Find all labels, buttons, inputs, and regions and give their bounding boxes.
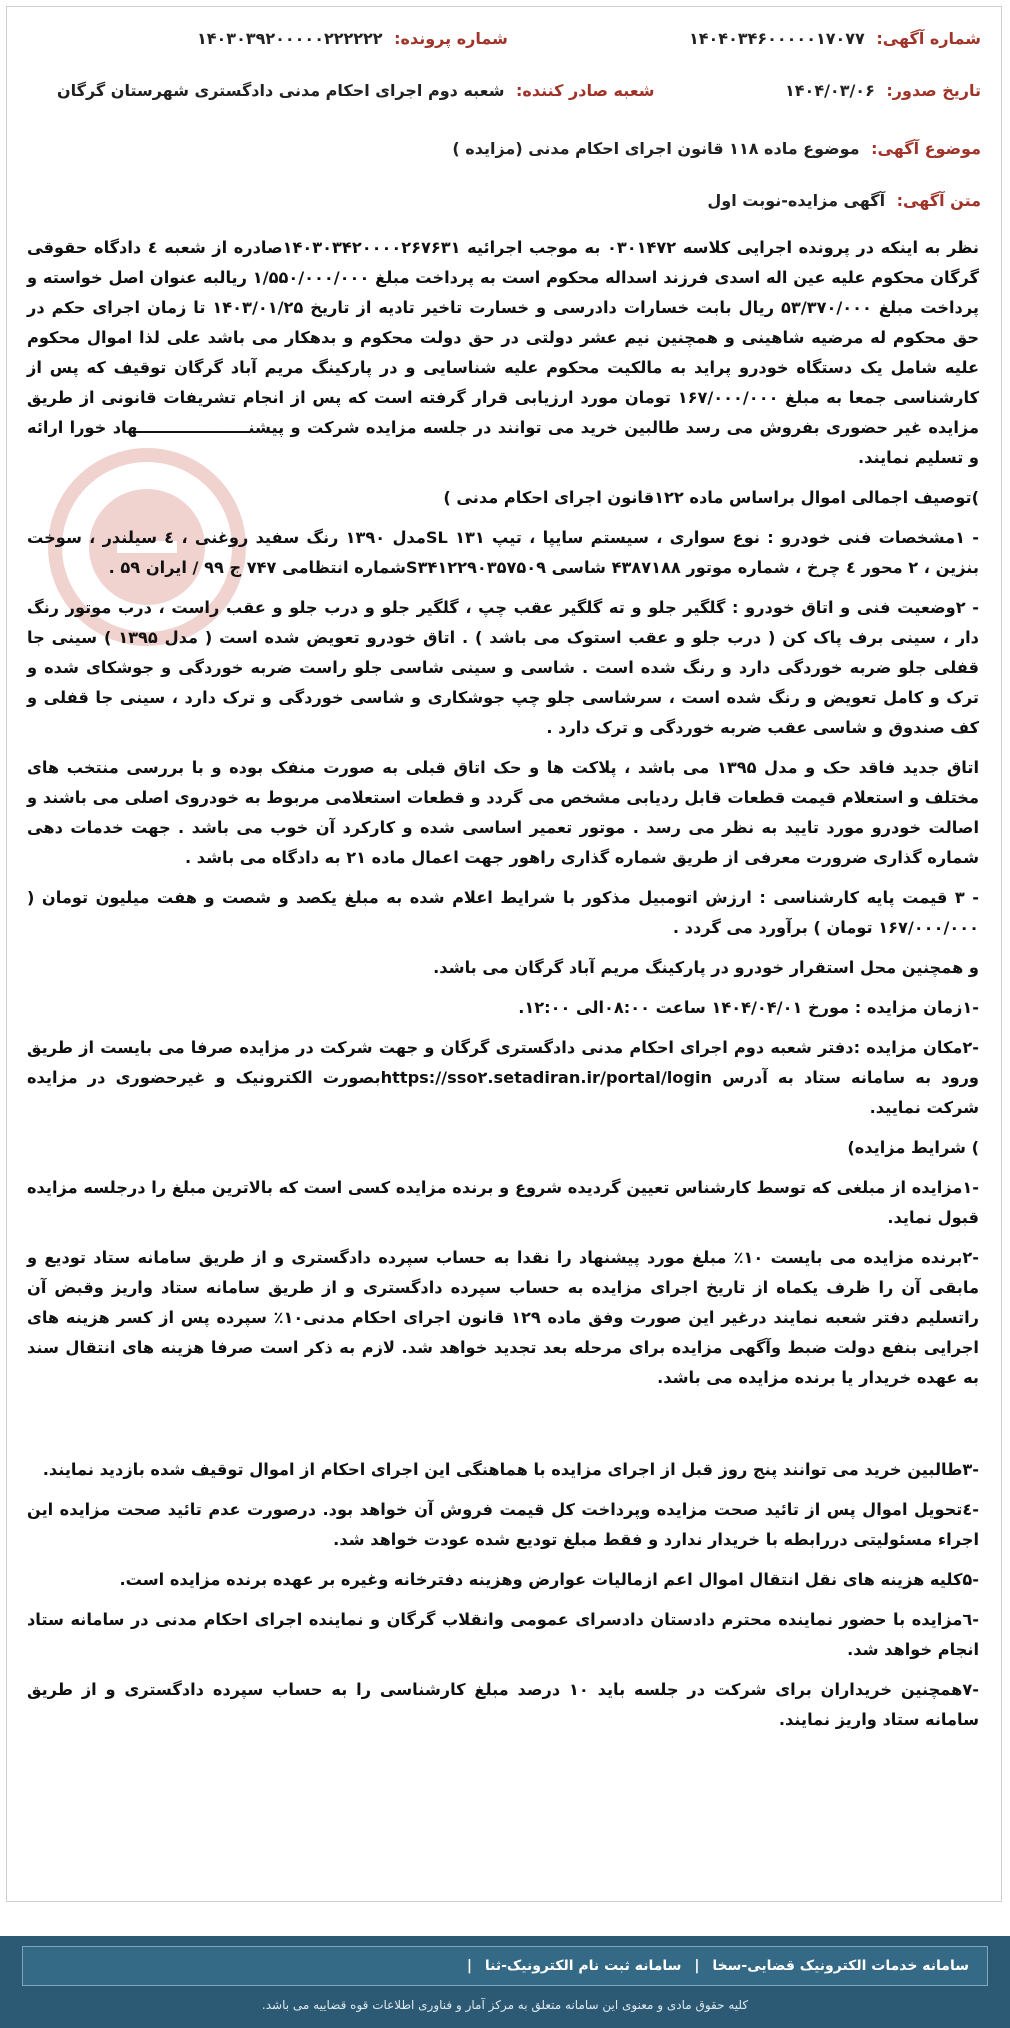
condition-3: -۳طالبین خرید می توانند پنج روز قبل از اجرای مزایده با هماهنگی این اجرای احکام از اموال توقیف شده بازدید نمایند. [42, 1460, 979, 1479]
issue-date-label: تاریخ صدور: [886, 81, 981, 100]
condition-7: -۷همچنین خریداران برای شرکت در جلسه باید ۱۰ درصد مبلغ کارشناسی را به حساب سپرده دادگستری و از طریق سامانه ستاد واریز نمایند. [27, 1680, 979, 1729]
condition-2: -۲برنده مزایده می بایست ۱۰٪ مبلغ مورد پیشنهاد را نقدا به حساب سپرده دادگستری و از طریق سامانه ستاد تودیع و مابقی آن را ظرف یکماه از تاریخ اجرای مزایده به حساب سپرده دادگستری و از طریق سامانه ستاد واریز وقبض آن راتسلیم دفتر شعبه نمایند درغیر این صورت وفق ماده ۱۲۹ قانون اجرای احکام مدنی۱۰٪ سپرده پس از کسر هزینه های اجرایی بنفع دولت ضبط وآگهی مزایده برای مرحله بعد تجدید خواهد شد. لازم به ذکر است صرفا هزینه های انتقال سند به عهده خریدار یا برنده مزایده می باشد. [27, 1248, 980, 1387]
notice-subject-label: موضوع آگهی: [871, 139, 981, 158]
footer-link-sana[interactable]: سامانه ثبت نام الکترونیک-ثنا [484, 1958, 682, 1974]
notice-body [27, 233, 979, 1745]
notice-number-label: شماره آگهی: [876, 29, 981, 48]
case-number-value: ۱۴۰۳۰۳۹۲۰۰۰۰۰۲۲۲۲۲۲ [197, 29, 383, 48]
issuing-branch-value: شعبه دوم اجرای احکام مدنی دادگستری شهرستان گرگان [57, 81, 505, 100]
footer-separator-end: | [466, 1958, 472, 1974]
notice-number [689, 29, 981, 48]
paragraph-location: و همچنین محل استقرار خودرو در پارکینگ مریم آباد گرگان می باشد. [433, 958, 979, 977]
spacer [27, 1403, 979, 1455]
notice-text-title: آگهی مزایده-نوبت اول [707, 191, 886, 210]
footer-link-sakha[interactable]: سامانه خدمات الکترونیک قضایی-سخا [712, 1958, 969, 1974]
case-number [197, 29, 508, 48]
issuing-branch-label: شعبه صادر کننده: [516, 81, 655, 100]
header-row-issue [27, 81, 981, 111]
issue-date-value: ۱۴۰۴/۰۳/۰۶ [785, 81, 875, 100]
paragraph-base-price: - ۳ قیمت پایه کارشناسی : ارزش اتومبیل مذکور با شرایط اعلام شده به مبلغ یکصد و شصت و هفت میلیون تومان ( ۱۶۷/۰۰۰/۰۰۰ تومان ) برآورد می گردد . [27, 888, 980, 937]
footer-links-bar [22, 1946, 988, 1986]
site-footer [0, 1936, 1010, 2028]
paragraph-new-body: اتاق جدید فاقد حک و مدل ۱۳۹۵ می باشد ، پلاکت ها و حک اتاق قبلی به صورت منفک بوده و با بررسی منتخب های مختلف و استعلام قیمت قطعات قابل ردیابی مشخص می گردد و قطعات استعلامی مربوط به خودروی اصلی می باشند و اصالت خودرو مورد تایید به نظر می رسد . موتور تعمیر اساسی شده و کارکرد آن خوب می باشد . جهت خدمات دهی شماره گذاری ضرورت معرفی از طریق شماره گذاری راهور جهت اعمال ماده ۲۱ به دادگاه می باشد . [27, 758, 980, 867]
paragraph-description-heading: )توصیف اجمالی اموال براساس ماده ۱۲۲قانون اجرای احکام مدنی ) [443, 488, 979, 507]
notice-subject [27, 139, 981, 158]
notice-subject-value: موضوع ماده ۱۱۸ قانون اجرای احکام مدنی (مزایده ) [452, 139, 860, 158]
paragraph-intro: نظر به اینکه در پرونده اجرایی کلاسه ۰۳۰۱۴۷۲ به موجب اجرائیه ۱۴۰۳۰۳۴۲۰۰۰۰۲۶۷۶۳۱صادره از شعبه ٤ دادگاه حقوقی گرگان محکوم علیه عین اله اسدی فرزند اسداله محکوم است به پرداخت مبلغ ۱/۵۵۰/۰۰۰/۰۰۰ ریالبه عنوان اصل خواسته و پرداخت مبلغ ۵۳/۳۷۰/۰۰۰ ریال بابت خسارات دادرسی و خسارت تاخیر تادیه از تاریخ ۱۴۰۳/۰۱/۲۵ تا زمان اجرای حکم در حق محکوم له مرضیه شاهینی و همچنین نیم عشر دولتی در حق دولت محکوم و بدهکار می باشد علی لذا اموال محکوم علیه شامل یک دستگاه خودرو پراید به مالکیت محکوم علیه شناسایی و در پارکینگ مریم آباد گرگان توقیف که پس از کارشناسی جمعا به مبلغ ۱۶۷/۰۰۰/۰۰۰ تومان مورد ارزیابی قرار گرفته است که پس از انجام تشریفات قانونی از طریق مزایده غیر حضوری بفروش می رسد طالبین خرید می توانند در جلسه مزایده شرکت و پیشنــــــــــــــــــــهاد خورا ارائه و تسلیم نمایند. [27, 238, 980, 467]
condition-1: -۱مزایده از مبلغی که توسط کارشناس تعیین گردیده شروع و برنده مزایده کسی است که بالاترین مبلغ را درجلسه مزایده قبول نماید. [27, 1178, 979, 1227]
condition-5: -۵کلیه هزینه های نقل انتقال اموال اعم ازمالیات عوارض وهزینه دفترخانه وغیره بر عهده برنده مزایده است. [119, 1570, 979, 1589]
notice-number-value: ۱۴۰۴۰۳۴۶۰۰۰۰۰۱۷۰۷۷ [689, 29, 865, 48]
issue-date [785, 81, 981, 100]
notice-text-label: متن آگهی: [896, 191, 981, 210]
notice-text-heading [27, 191, 981, 210]
condition-4: -٤تحویل اموال پس از تائید صحت مزایده وپرداخت کل قیمت فروش آن خواهد بود. درصورت عدم تائید صحت مزایده این اجراء مسئولیتی دررابطه با خریدار ندارد و فقط مبلغ تودیع شده عودت خواهد شد. [27, 1500, 979, 1549]
notice-page [6, 6, 1002, 1902]
paragraph-auction-place: -۲مکان مزایده :دفتر شعبه دوم اجرای احکام مدنی دادگستری گرگان و جهت شرکت در مزایده صرفا می بایست از طریق ورود به سامانه ستاد به آدرس https://sso۲.setadiran.ir/portal/loginبصورت الکترونیک و غیرحضوری در مزایده شرکت نمایید. [27, 1038, 979, 1117]
footer-separator: | [694, 1958, 700, 1974]
paragraph-tech-specs: - ۱مشخصات فنی خودرو : نوع سواری ، سیستم سایپا ، تیپ ۱۳۱ SLمدل ۱۳۹۰ رنگ سفید روغنی ، ٤ سیلندر ، سوخت بنزین ، ۲ محور ٤ چرخ ، شماره موتور ۴۳۸۷۱۸۸ شاسی S۳۴۱۲۲۹۰۳۵۷۵۰۹شماره انتظامی ۷۴۷ ج ۹۹ / ایران ۵۹ . [27, 528, 979, 577]
paragraph-auction-time: -۱زمان مزایده : مورخ ۱۴۰۴/۰۴/۰۱ ساعت ۰۸:۰۰الی ۱۲:۰۰. [518, 998, 979, 1017]
header-row-numbers [27, 29, 981, 59]
issuing-branch [57, 81, 655, 100]
footer-copyright: کلیه حقوق مادی و معنوی این سامانه متعلق به مرکز آمار و فناوری اطلاعات قوه قضاییه می باشد. [261, 1998, 749, 2012]
condition-6: -٦مزایده با حضور نماینده محترم دادستان دادسرای عمومی وانقلاب گرگان و نماینده اجرای احکام مدنی در سامانه ستاد انجام خواهد شد. [27, 1610, 979, 1659]
paragraph-conditions-heading: ) شرایط مزایده) [847, 1138, 979, 1157]
case-number-label: شماره پرونده: [394, 29, 508, 48]
paragraph-body-condition: - ۲وضعیت فنی و اتاق خودرو : گلگیر جلو و ته گلگیر عقب چپ ، گلگیر جلو و درب جلو و عقب راست ، درب موتور رنگ دار ، سینی برف پاک کن ( درب جلو و عقب استوک می باشد ) . اتاق خودرو تعویض شده است ( مدل ۱۳۹۵ ) سینی جا قفلی جلو ضربه خوردگی دارد و رنگ شده است . شاسی و سینی شاسی جلو راست ضربه خوردگی و جوشکای شده و ترک و کامل تعویض و رنگ شده است ، سرشاسی جلو چپ جوشکاری و شاسی خوردگی و ترک دارد ، سینی جا قفلی و کف صندوق و شاسی عقب ضربه خوردگی و ترک دارد . [27, 598, 980, 737]
